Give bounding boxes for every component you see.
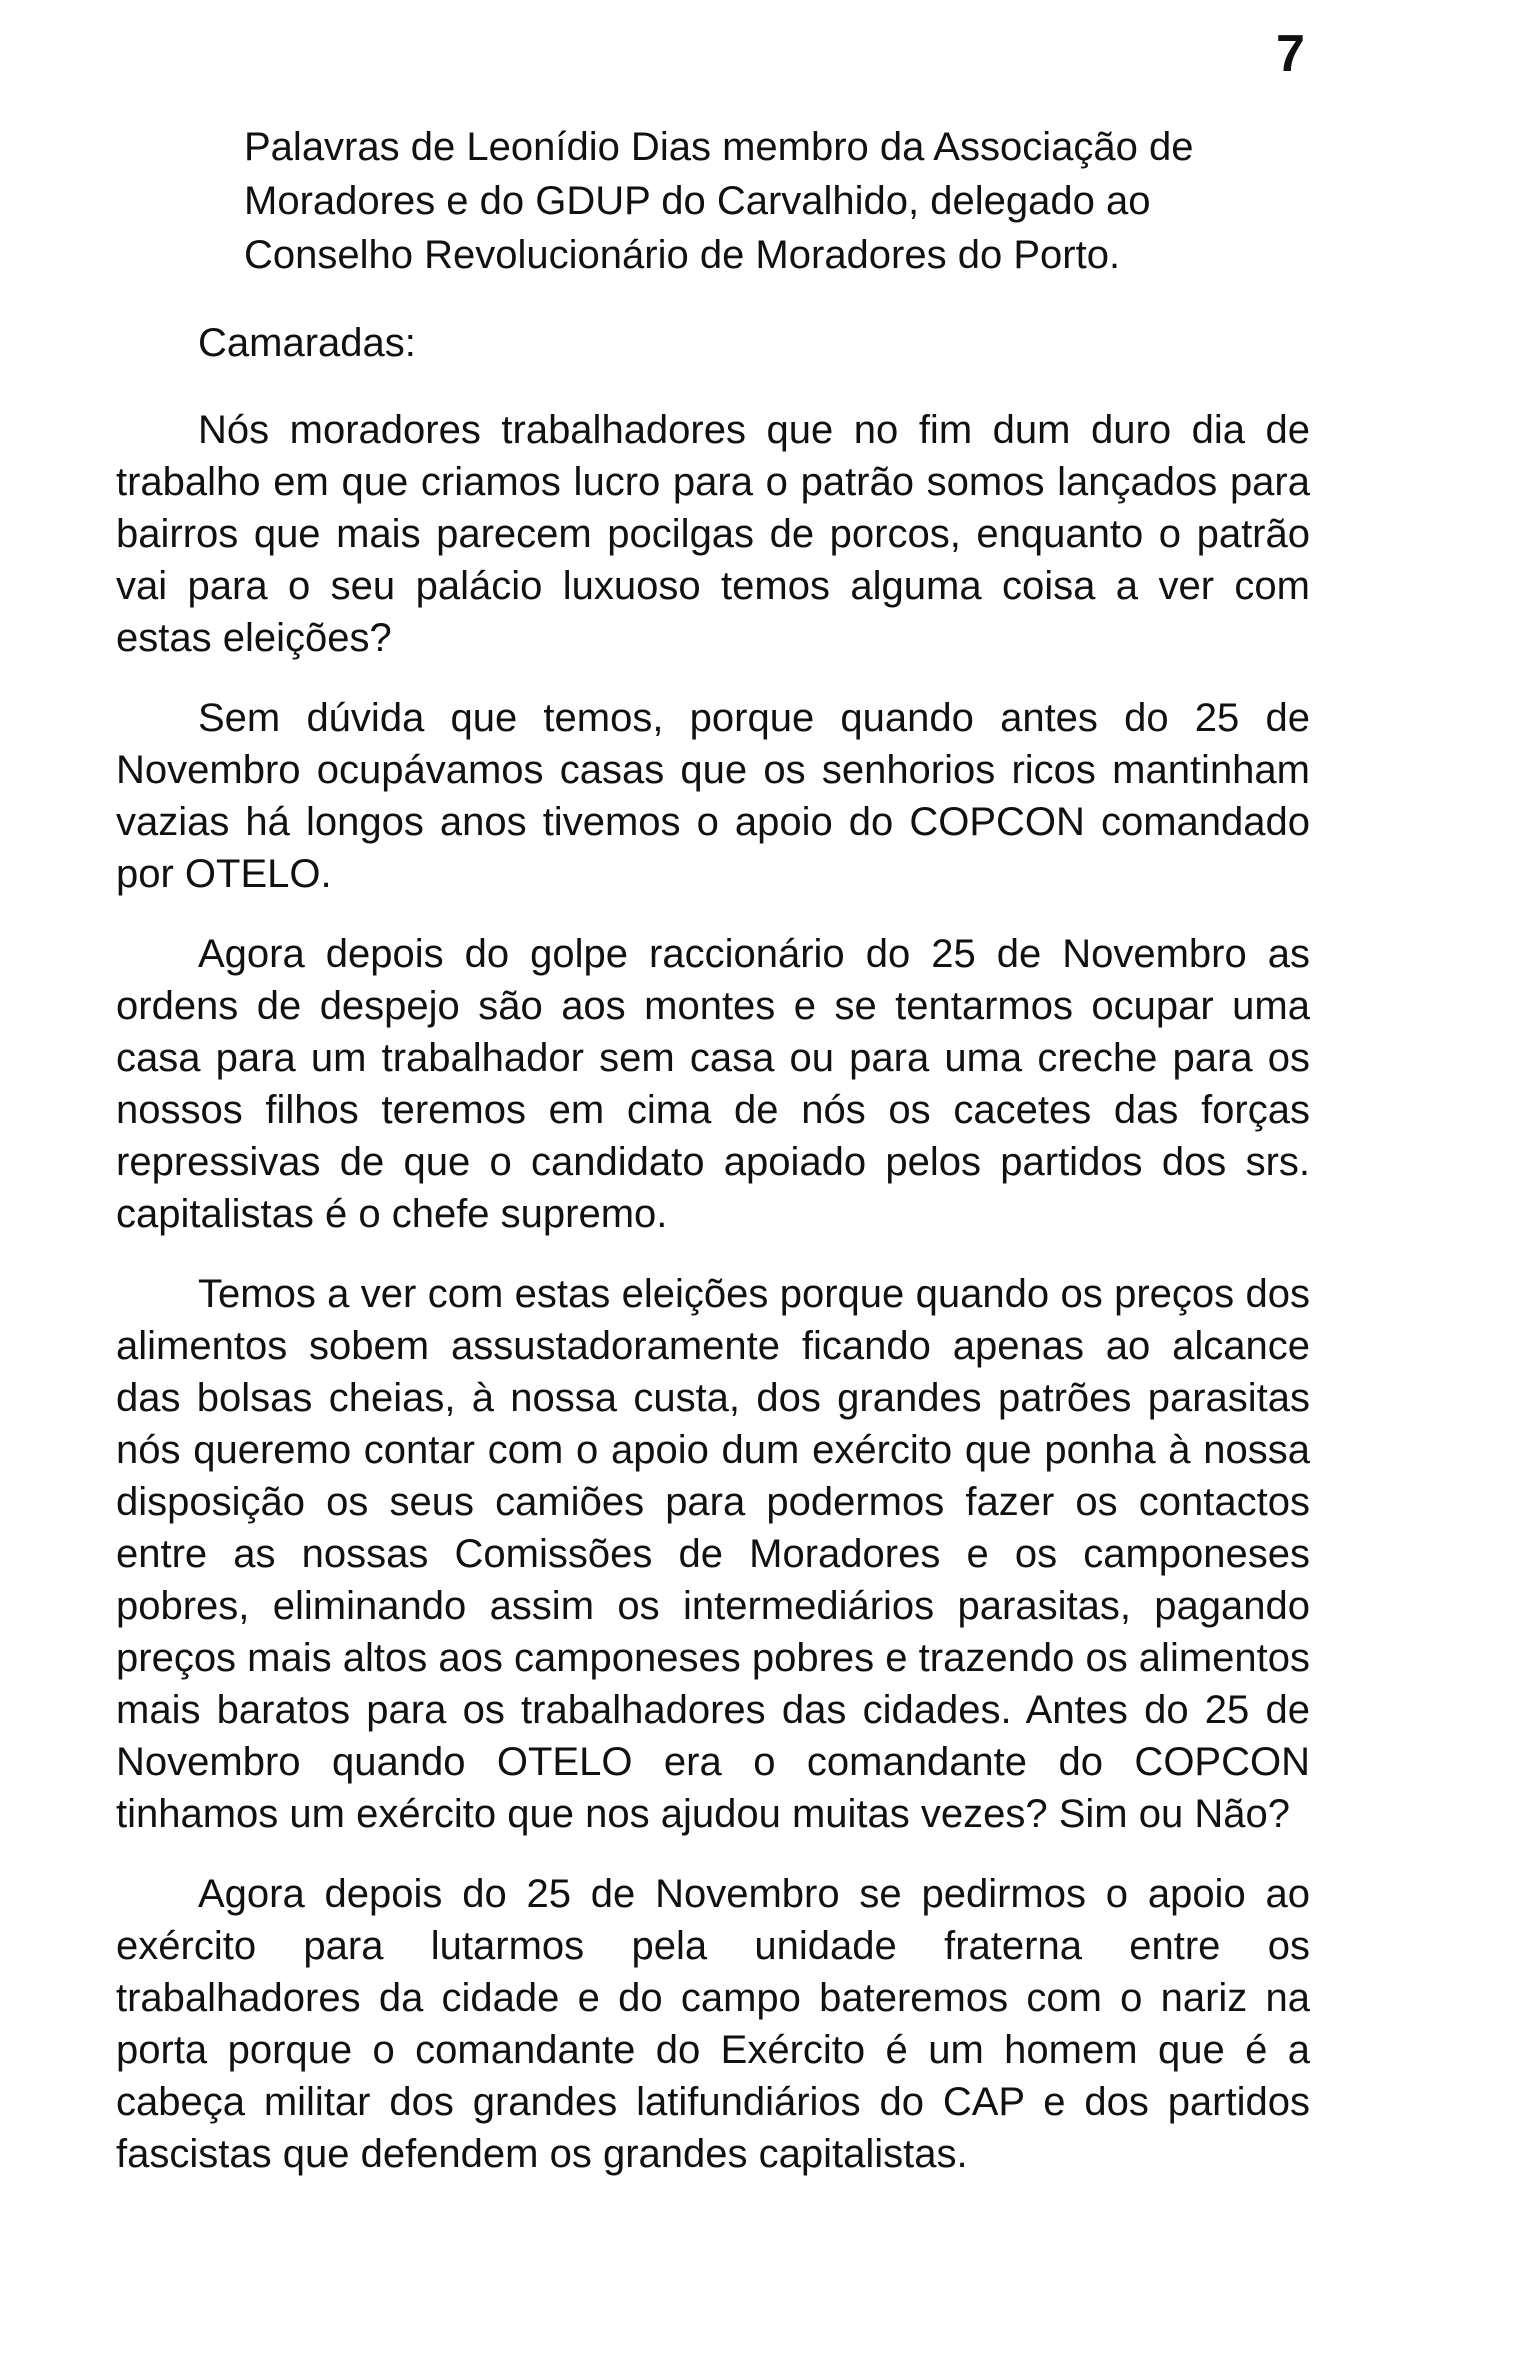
paragraph-2: Sem dúvida que temos, porque quando antes do 25 de Novembro ocupávamos casas que os senhorios ricos mantinham vazias há longos anos tivemos o apoio do COPCON comandado por OTELO. bbox=[116, 696, 1310, 896]
paragraph-4: Temos a ver com estas eleições porque quando os preços dos alimentos sobem assustadoramente ficando apenas ao alcance das bolsas cheias, à nossa custa, dos grandes patrões parasitas nós queremo contar com o apoio dum exército que ponha à nossa disposição os seus camiões para podermos fazer os contactos entre as nossas Comissões de Moradores e os camponeses pobres, eliminando assim os intermediários parasitas, pagando preços mais altos aos camponeses pobres e trazendo os alimentos mais baratos para os trabalhadores das cidades. Antes do 25 de Novembro quando OTELO era o comandante do COPCON tinhamos um exército que nos ajudou muitas vezes? Sim ou Não? bbox=[116, 1272, 1310, 1836]
paragraph-1: Nós moradores trabalhadores que no fim dum duro dia de trabalho em que criamos lucro para o patrão somos lançados para bairros que mais parecem pocilgas de porcos, enquanto o patrão vai para o seu palácio luxuoso temos alguma coisa a ver com estas eleições? bbox=[116, 408, 1310, 660]
body-text bbox=[116, 404, 1310, 2208]
paragraph-3: Agora depois do golpe raccionário do 25 de Novembro as ordens de despejo são aos montes e se tentarmos ocupar uma casa para um trabalhador sem casa ou para uma creche para os nossos filhos teremos em cima de nós os cacetes das forças repressivas de que o candidato apoiado pelos partidos dos srs. capitalistas é o chefe supremo. bbox=[116, 932, 1310, 1236]
greeting: Camaradas: bbox=[198, 321, 416, 365]
page-number: 7 bbox=[1276, 25, 1305, 83]
intro-note: Palavras de Leonídio Dias membro da Associação de Moradores e do GDUP do Carvalhido, delegado ao Conselho Revolucionário de Moradores do Porto. bbox=[244, 125, 1194, 277]
paragraph-5: Agora depois do 25 de Novembro se pedirmos o apoio ao exército para lutarmos pela unidade fraterna entre os trabalhadores da cidade e do campo bateremos com o nariz na porta porque o comandante do Exército é um homem que é a cabeça militar dos grandes latifundiários do CAP e dos partidos fascistas que defendem os grandes capitalistas. bbox=[116, 1872, 1310, 2176]
